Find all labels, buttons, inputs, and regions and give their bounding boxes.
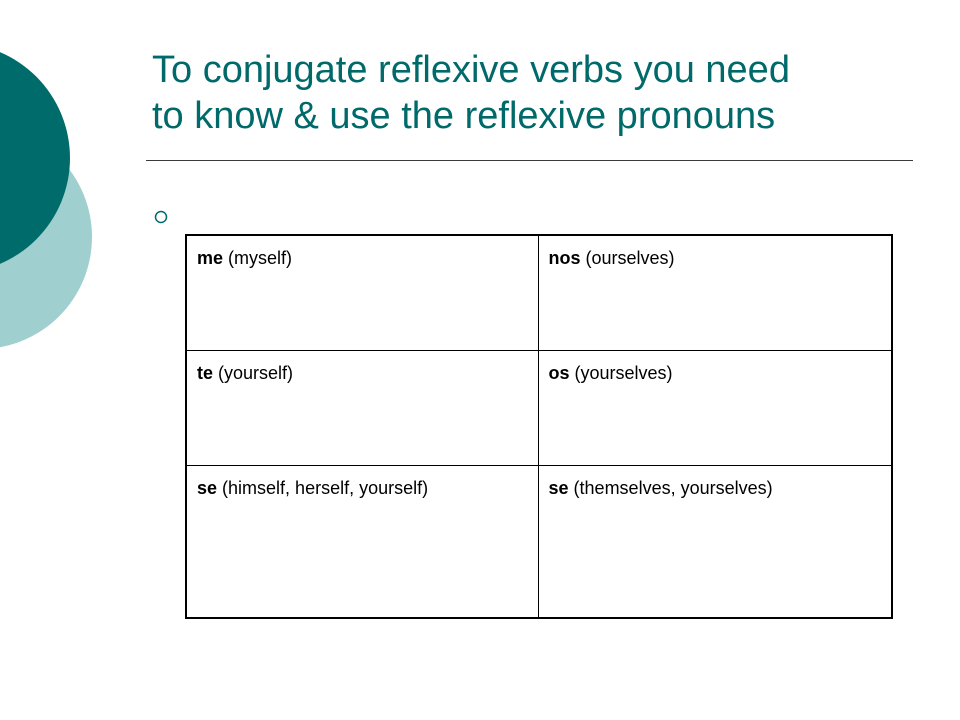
table-cell xyxy=(186,466,538,619)
pronoun-meaning: (yourself) xyxy=(218,363,294,383)
pronoun: nos xyxy=(548,248,581,268)
pronoun: se xyxy=(197,478,218,498)
table-row xyxy=(186,351,892,466)
pronoun-meaning: (myself) xyxy=(228,248,293,268)
table-cell xyxy=(538,235,892,351)
pronoun-meaning: (ourselves) xyxy=(585,248,675,268)
table-row xyxy=(186,235,892,351)
table-cell xyxy=(186,235,538,351)
pronoun-meaning: (yourselves) xyxy=(574,363,673,383)
slide-title-line-2: to know & use the reflexive pronouns xyxy=(152,94,776,137)
table-row xyxy=(186,466,892,619)
table-cell xyxy=(538,466,892,619)
slide-title xyxy=(152,48,912,139)
table-cell xyxy=(538,351,892,466)
pronoun: te xyxy=(197,363,214,383)
pronoun: se xyxy=(548,478,569,498)
pronoun: os xyxy=(548,363,570,383)
pronoun: me xyxy=(197,248,224,268)
pronoun-meaning: (themselves, yourselves) xyxy=(573,478,773,498)
decorative-circles xyxy=(0,0,120,400)
table-cell xyxy=(186,351,538,466)
hollow-circle-bullet-icon xyxy=(154,210,168,224)
pronoun-meaning: (himself, herself, yourself) xyxy=(222,478,429,498)
reflexive-pronoun-table xyxy=(185,234,893,619)
slide-title-line-1: To conjugate reflexive verbs you need xyxy=(152,49,790,91)
title-divider xyxy=(146,160,913,161)
